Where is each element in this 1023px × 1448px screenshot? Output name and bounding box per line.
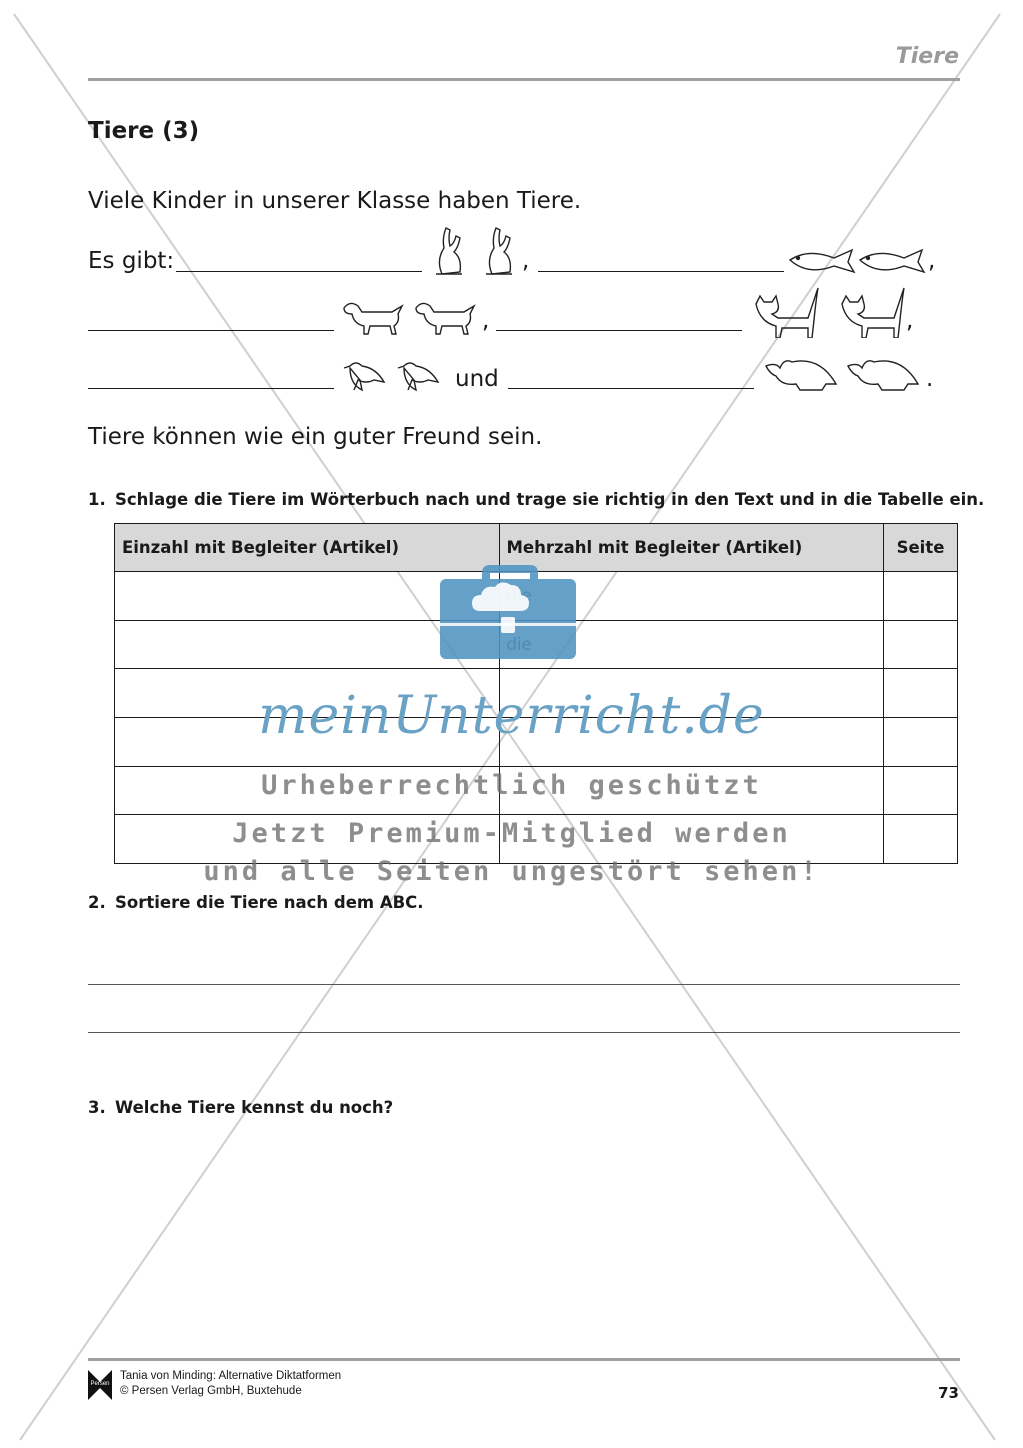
rabbit-icon: [428, 222, 528, 278]
fish-icon: [788, 246, 928, 276]
watermark-premium: Jetzt Premium-Mitglied werden: [232, 818, 791, 849]
task-2: [88, 893, 424, 912]
es-gibt-label: Es gibt:: [88, 248, 175, 274]
col-header-plural: Mehrzahl mit Begleiter (Artikel): [499, 524, 884, 572]
bird-icon: [342, 358, 448, 394]
task-3: [88, 1098, 393, 1117]
task-2-number: 2.: [88, 893, 106, 912]
answer-line[interactable]: [88, 1032, 960, 1033]
header-rule: [88, 78, 960, 81]
task-1-number: 1.: [88, 490, 106, 509]
blank-fish[interactable]: [538, 271, 784, 272]
task-1: [88, 490, 984, 509]
blank-dog[interactable]: [88, 330, 334, 331]
comma-4: ,: [906, 308, 914, 334]
table-cell[interactable]: [884, 620, 958, 669]
watermark-premium-2: und alle Seiten ungestört sehen!: [203, 856, 820, 887]
answer-line[interactable]: [88, 984, 960, 985]
und-label: und: [455, 366, 499, 392]
comma-2: ,: [928, 248, 936, 274]
page-number: 73: [938, 1384, 959, 1402]
col-header-singular: Einzahl mit Begleiter (Artikel): [115, 524, 500, 572]
footer-rule: [88, 1358, 960, 1361]
footer-author: Tania von Minding: Alternative Diktatformen: [120, 1370, 342, 1382]
cat-icon: [752, 282, 912, 338]
task-2-text: Sortiere die Tiere nach dem ABC.: [115, 893, 424, 912]
footer-publisher: © Persen Verlag GmbH, Buxtehude: [120, 1385, 302, 1397]
blank-bird[interactable]: [88, 388, 334, 389]
comma-3: ,: [482, 308, 490, 334]
persen-logo: [88, 1370, 112, 1400]
task-1-text: Schlage die Tiere im Wörterbuch nach und trage sie richtig in den Text und in die Tabelle ein.: [115, 490, 985, 509]
watermark-brand: meinUnterricht.de: [258, 686, 765, 746]
table-cell[interactable]: [884, 572, 958, 621]
blank-mouse[interactable]: [508, 388, 754, 389]
intro-text: Viele Kinder in unserer Klasse haben Tiere.: [88, 188, 582, 214]
watermark-copyright: Urheberrechtlich geschützt: [261, 770, 762, 801]
dog-icon: [340, 298, 482, 338]
closing-text: Tiere können wie ein guter Freund sein.: [88, 424, 543, 450]
briefcase-cloud-icon: [440, 553, 580, 665]
period: .: [926, 366, 934, 392]
task-3-number: 3.: [88, 1098, 106, 1117]
persen-logo-text: Persen: [90, 1381, 110, 1387]
section-title: Tiere: [895, 44, 959, 69]
mouse-icon: [762, 354, 926, 394]
comma-1: ,: [522, 248, 530, 274]
col-header-page: Seite: [884, 524, 958, 572]
page-title: Tiere (3): [88, 118, 200, 144]
task-3-text: Welche Tiere kennst du noch?: [115, 1098, 394, 1117]
blank-rabbit[interactable]: [176, 271, 422, 272]
blank-cat[interactable]: [496, 330, 742, 331]
